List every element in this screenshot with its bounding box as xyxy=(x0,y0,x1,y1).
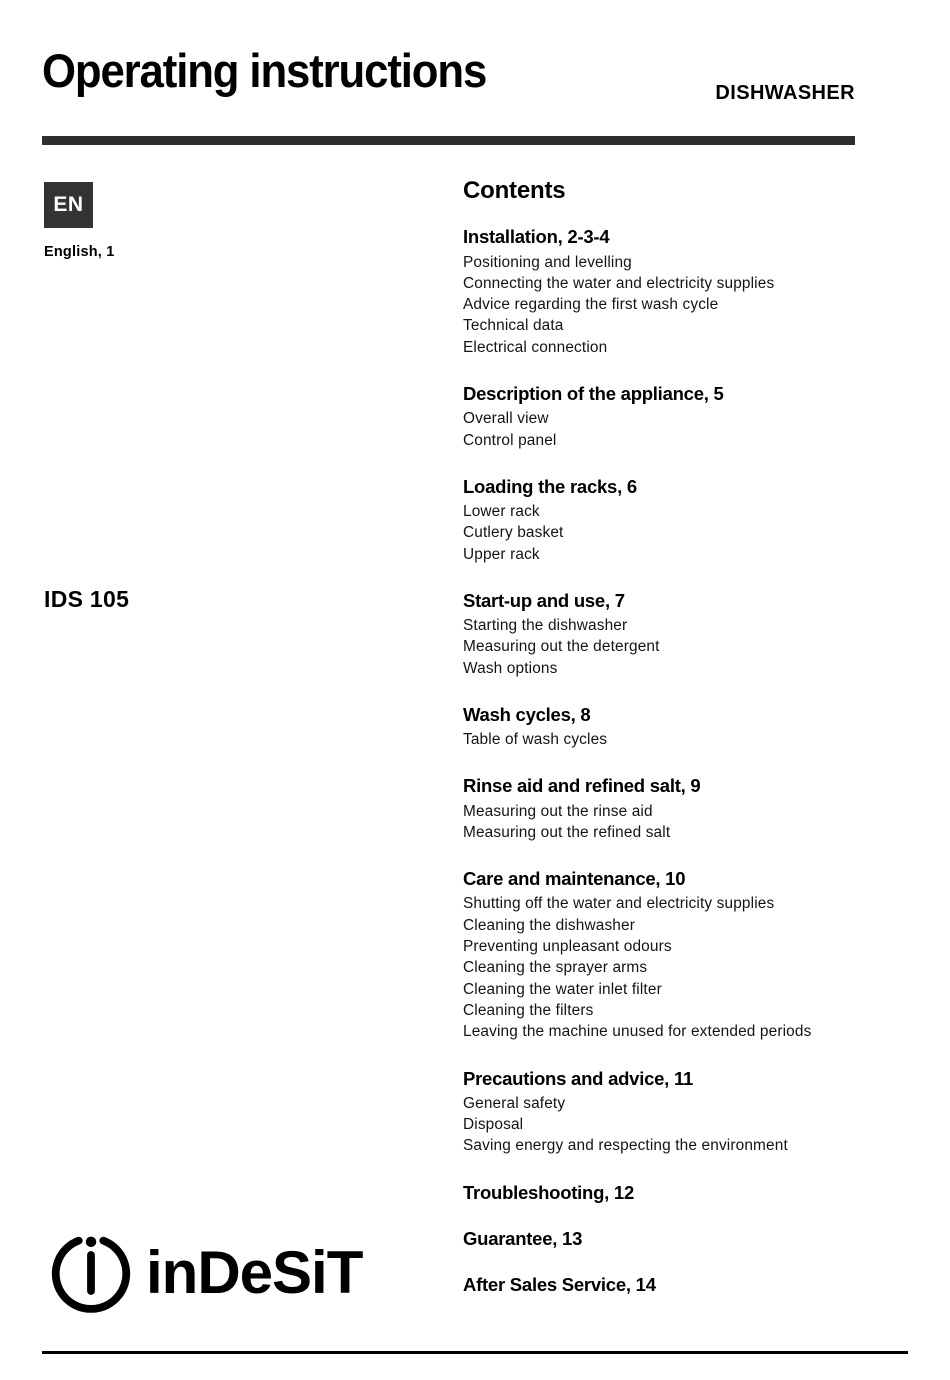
language-badge: EN xyxy=(44,182,93,228)
contents-section xyxy=(463,590,883,679)
contents-item[interactable]: Cleaning the filters xyxy=(463,1001,594,1019)
contents-item[interactable]: Table of wash cycles xyxy=(463,731,608,749)
contents-item[interactable]: Measuring out the detergent xyxy=(463,638,660,656)
contents-item[interactable]: Cutlery basket xyxy=(463,524,564,542)
contents-section-heading[interactable]: Troubleshooting, 12 xyxy=(463,1181,635,1203)
contents-item[interactable]: Saving energy and respecting the environment xyxy=(463,1137,788,1155)
contents-section-list xyxy=(463,226,883,1296)
header-divider xyxy=(42,136,855,145)
contents-item[interactable]: General safety xyxy=(463,1094,566,1112)
contents-section-heading[interactable]: Guarantee, 13 xyxy=(463,1227,583,1249)
contents-item-list xyxy=(463,893,883,1042)
contents-item[interactable]: Upper rack xyxy=(463,545,540,563)
contents-section xyxy=(463,476,883,565)
contents-item[interactable]: Overall view xyxy=(463,410,549,428)
contents-item[interactable]: Cleaning the dishwasher xyxy=(463,916,635,934)
contents-section-heading[interactable]: Care and maintenance, 10 xyxy=(463,868,686,890)
model-code: IDS 105 xyxy=(44,586,130,612)
contents-item[interactable]: Technical data xyxy=(463,317,564,335)
contents-section xyxy=(463,383,883,451)
contents-item[interactable]: Leaving the machine unused for extended periods xyxy=(463,1023,812,1041)
brand-wordmark: inDeSiT xyxy=(146,1239,363,1306)
contents-item[interactable]: Positioning and levelling xyxy=(463,253,632,271)
contents-item[interactable]: Lower rack xyxy=(463,503,540,521)
contents-section xyxy=(463,1068,883,1157)
contents-item-list xyxy=(463,252,883,358)
contents-item-list xyxy=(463,801,883,844)
contents-item-list xyxy=(463,615,883,679)
contents-section-heading[interactable]: Wash cycles, 8 xyxy=(463,704,591,725)
contents-section xyxy=(463,1228,883,1250)
contents-item[interactable]: Wash options xyxy=(463,659,558,677)
contents-item[interactable]: Shutting off the water and electricity supplies xyxy=(463,895,775,913)
contents-section-heading[interactable]: After Sales Service, 14 xyxy=(463,1273,656,1295)
contents-item[interactable]: Cleaning the sprayer arms xyxy=(463,959,648,977)
brand-logo xyxy=(50,1232,362,1314)
contents-section-heading[interactable]: Start-up and use, 7 xyxy=(463,589,625,611)
contents-item-list xyxy=(463,1093,883,1157)
contents-section xyxy=(463,226,883,358)
contents-item-list xyxy=(463,408,883,451)
contents-item[interactable]: Measuring out the refined salt xyxy=(463,823,671,841)
contents-title: Contents xyxy=(463,177,566,204)
contents-item[interactable]: Advice regarding the first wash cycle xyxy=(463,296,719,314)
contents-section-heading[interactable]: Description of the appliance, 5 xyxy=(463,383,724,405)
language-label: English, 1 xyxy=(44,244,115,260)
contents-item[interactable]: Preventing unpleasant odours xyxy=(463,938,672,956)
contents-item[interactable]: Connecting the water and electricity supplies xyxy=(463,274,775,292)
contents-section xyxy=(463,1182,883,1204)
contents-section-heading[interactable]: Rinse aid and refined salt, 9 xyxy=(463,775,701,797)
contents-section xyxy=(463,775,883,843)
contents-item[interactable]: Disposal xyxy=(463,1116,524,1134)
indesit-circle-i-icon xyxy=(50,1232,132,1314)
contents-section-heading[interactable]: Loading the racks, 6 xyxy=(463,475,637,497)
contents-item-list xyxy=(463,729,883,750)
contents-section-heading[interactable]: Installation, 2-3-4 xyxy=(463,226,610,248)
table-of-contents xyxy=(463,178,883,1320)
contents-section xyxy=(463,704,883,750)
contents-item[interactable]: Measuring out the rinse aid xyxy=(463,802,653,820)
contents-item[interactable]: Cleaning the water inlet filter xyxy=(463,980,662,998)
page-title: Operating instructions xyxy=(42,44,487,98)
contents-item[interactable]: Starting the dishwasher xyxy=(463,617,628,635)
contents-item-list xyxy=(463,501,883,565)
contents-section xyxy=(463,868,883,1042)
contents-section-heading[interactable]: Precautions and advice, 11 xyxy=(463,1067,693,1089)
footer-divider xyxy=(42,1351,908,1354)
contents-section xyxy=(463,1274,883,1296)
contents-item[interactable]: Electrical connection xyxy=(463,338,608,356)
contents-item[interactable]: Control panel xyxy=(463,431,557,449)
appliance-type-label: DISHWASHER xyxy=(715,82,855,104)
